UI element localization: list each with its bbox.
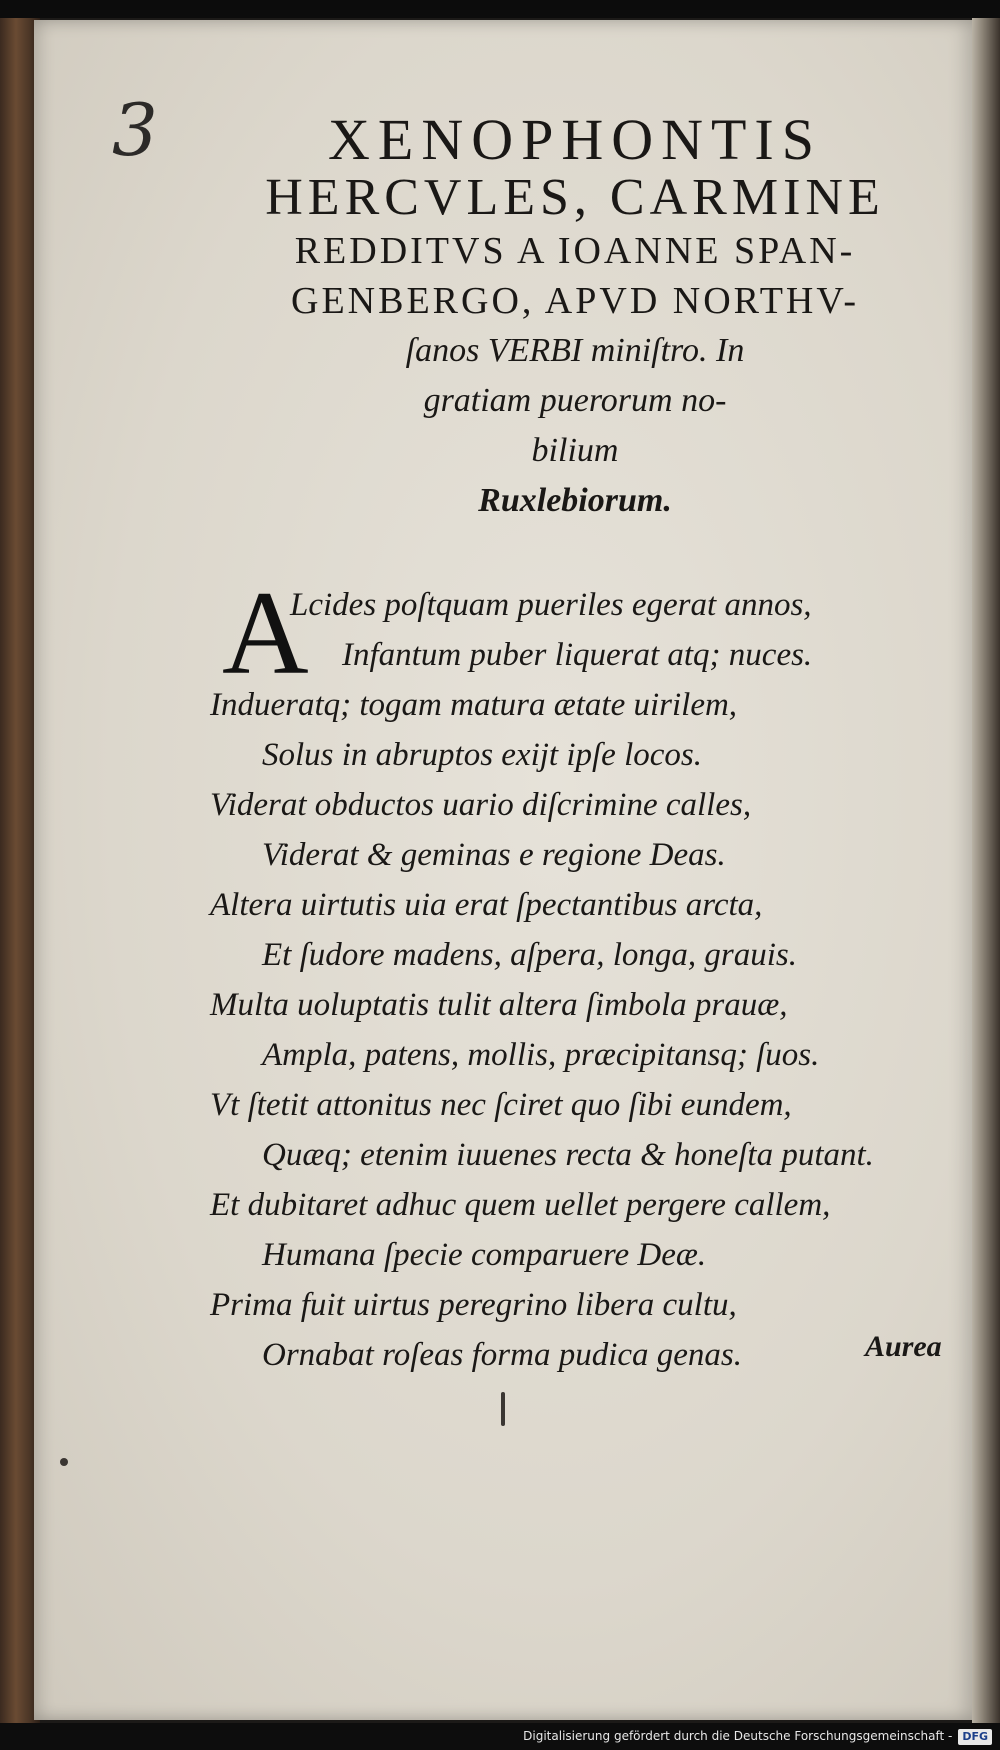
poem-line-13: Et dubitaret adhuc quem uellet pergere callem,: [210, 1187, 831, 1223]
title-line-2: HERCVLES, CARMINE: [265, 169, 885, 226]
title-line-3: REDDITVS A IOANNE SPAN-: [294, 230, 856, 272]
poem-line-2: Infantum puber liquerat atq; nuces.: [342, 637, 813, 673]
poem-line-10: Ampla, patens, mollis, præcipitansq; ſuos.: [262, 1037, 820, 1073]
poem-line-9: Multa uoluptatis tulit altera ſimbola prauæ,: [210, 987, 788, 1023]
title-line-6: gratiam puerorum no-: [423, 382, 727, 419]
poem-line-7: Altera uirtutis uia erat ſpectantibus arcta,: [210, 887, 763, 923]
top-strip: [0, 0, 1000, 18]
poem-line-1: Lcides poſtquam pueriles egerat annos,: [290, 587, 812, 623]
poem-line-16: Ornabat roſeas forma pudica genas.: [262, 1337, 743, 1373]
poem-line-14: Humana ſpecie comparuere Deæ.: [262, 1237, 707, 1273]
title-line-8: Ruxlebiorum.: [478, 482, 672, 519]
poem-line-11: Vt ſtetit attonitus nec ſciret quo ſibi eundem,: [210, 1087, 792, 1123]
title-line-7: bilium: [531, 432, 619, 469]
poem-body: [210, 566, 970, 1380]
poem-line-3: Indueratq; togam matura ætate uirilem,: [210, 687, 738, 723]
page-right-edge: [972, 18, 1000, 1723]
poem-line-15: Prima fuit uirtus peregrino libera cultu,: [210, 1287, 737, 1323]
title-line-1: XENOPHONTIS: [328, 107, 822, 172]
page-mark: [501, 1392, 505, 1426]
footer-credit: Digitalisierung gefördert durch die Deutsche Forschungsgemeinschaft -: [523, 1729, 953, 1743]
footer-bar: [0, 1723, 1000, 1750]
title-line-5: ſanos VERBI miniſtro. In: [405, 332, 745, 369]
poem-line-8: Et ſudore madens, aſpera, longa, grauis.: [262, 937, 798, 973]
page-number: 3: [112, 88, 158, 172]
ink-dot: [60, 1458, 68, 1466]
poem-line-12: Quæq; etenim iuuenes recta & honeſta putant.: [262, 1137, 874, 1173]
dfg-logo-icon: DFG: [958, 1729, 992, 1745]
title-block: [190, 107, 960, 526]
title-line-4: GENBERGO, APVD NORTHV-: [291, 280, 859, 322]
poem-line-6: Viderat & geminas e regione Deas.: [262, 837, 726, 873]
poem-line-5: Viderat obductos uario diſcrimine calles,: [210, 787, 752, 823]
poem-line-4: Solus in abruptos exijt ipſe locos.: [262, 737, 702, 773]
drop-cap-initial: A: [222, 566, 309, 699]
catchword: Aurea: [865, 1330, 942, 1363]
